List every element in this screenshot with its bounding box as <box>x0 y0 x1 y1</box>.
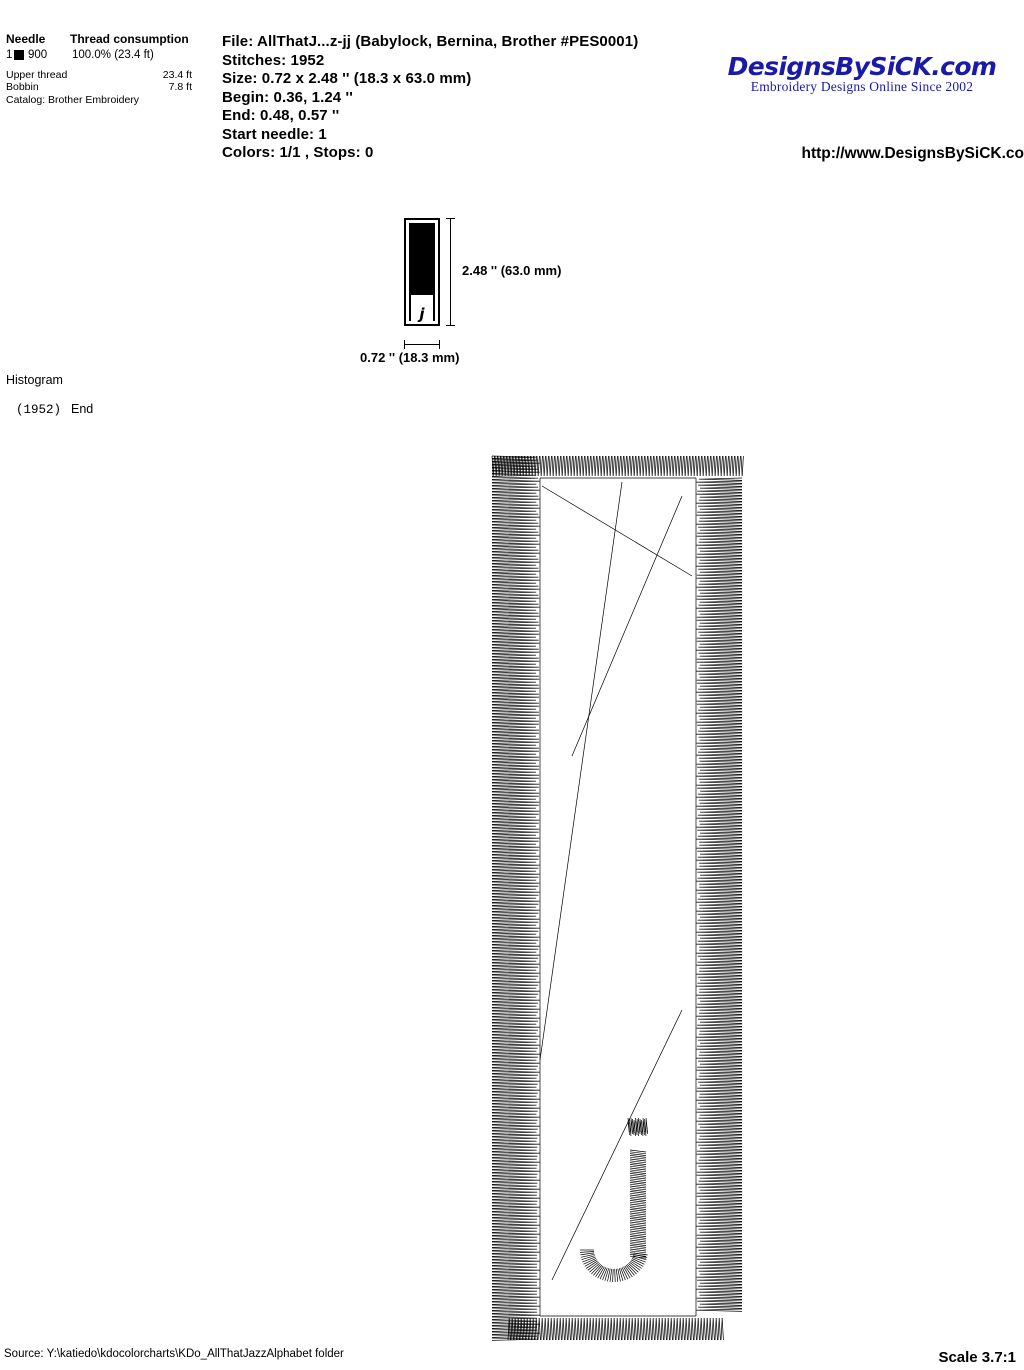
upper-thread-row <box>6 69 192 81</box>
width-dimension-line <box>404 344 440 345</box>
catalog-label: Catalog: Brother Embroidery <box>6 94 140 106</box>
table-row <box>6 49 216 61</box>
thread-code: 900 <box>28 49 48 61</box>
file-name-line: File: AllThatJ...z-jj (Babylock, Bernina, Brother #PES0001) <box>222 33 639 50</box>
header-needle: Needle <box>6 32 46 46</box>
thread-consumption-table <box>6 32 216 106</box>
thread-table-header <box>6 32 216 46</box>
color-swatch-icon <box>14 50 24 60</box>
logo-tagline: Embroidery Designs Online Since 2002 <box>750 79 974 94</box>
scale-label: Scale 3.7:1 <box>938 1349 1016 1366</box>
thread-totals <box>6 69 216 106</box>
website-url: http://www.DesignsBySiCK.co <box>801 145 1024 162</box>
needle-index: 1 <box>6 49 13 61</box>
size-line: Size: 0.72 x 2.48 '' (18.3 x 63.0 mm) <box>222 70 472 87</box>
bobbin-label: Bobbin <box>6 81 39 93</box>
bobbin-value: 7.8 ft <box>168 81 192 93</box>
thumbnail-frame <box>404 218 440 326</box>
histogram-end-label: End <box>71 402 94 416</box>
upper-thread-value: 23.4 ft <box>162 69 192 81</box>
logo-wordmark: DesignsBySiCK.com <box>727 52 997 81</box>
histogram-entry <box>16 402 93 417</box>
colors-line: Colors: 1/1 , Stops: 0 <box>222 144 374 161</box>
histogram-title: Histogram <box>6 373 63 387</box>
height-dimension-line <box>450 218 451 326</box>
height-dimension-label: 2.48 '' (63.0 mm) <box>462 263 562 278</box>
brand-logo <box>702 52 1022 95</box>
design-thumbnail <box>360 218 562 365</box>
thumbnail-letter: j <box>419 305 425 323</box>
file-info-block <box>222 33 638 163</box>
width-dimension-label: 0.72 '' (18.3 mm) <box>360 350 460 365</box>
stitches-line: Stitches: 1952 <box>222 51 325 69</box>
begin-line: Begin: 0.36, 1.24 '' <box>222 88 353 106</box>
end-line: End: 0.48, 0.57 '' <box>222 107 340 124</box>
header-thread-consumption: Thread consumption <box>70 32 189 46</box>
start-needle-line: Start needle: 1 <box>222 125 327 143</box>
stitch-preview-svg <box>480 450 770 1350</box>
histogram-count: (1952) <box>16 403 62 417</box>
bobbin-row <box>6 81 192 93</box>
source-path: Source: Y:\katiedo\kdocolorcharts\KDo_AllThatJazzAlphabet folder <box>4 1348 344 1360</box>
upper-thread-label: Upper thread <box>6 69 68 81</box>
thread-percent: 100.0% (23.4 ft) <box>72 49 154 61</box>
stitch-preview <box>480 450 770 1350</box>
